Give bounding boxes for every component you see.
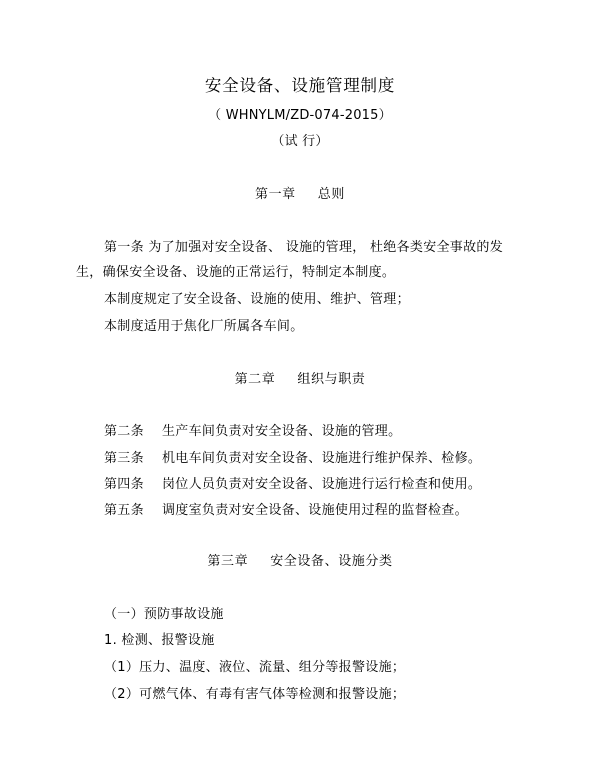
article-2-label: 第二条: [104, 424, 144, 439]
article-4-text: 岗位人员负责对安全设备、设施进行运行检查和使用。: [162, 477, 482, 492]
chapter-1-number: 第一章: [254, 187, 296, 202]
trial-label: （试 行）: [271, 134, 329, 149]
scope-paragraph-2: 本制度适用于焦化厂所属各车间。: [104, 319, 304, 334]
article-4-label: 第四条: [104, 477, 144, 492]
article-3: [104, 451, 481, 467]
article-5-label: 第五条: [104, 503, 144, 518]
chapter-2-name: 组织与职责: [297, 372, 366, 387]
chapter-3-heading: [0, 554, 600, 570]
document-title: 安全设备、设施管理制度: [204, 76, 396, 95]
section-prevention-heading: （一）预防事故设施: [104, 607, 224, 622]
article-4: [104, 477, 481, 493]
article-1-line-2: 生，确保安全设备、设施的正常运行，特制定本制度。: [76, 265, 396, 280]
scope-paragraph-1: 本制度规定了安全设备、设施的使用、维护、管理；: [104, 292, 410, 307]
article-1-line-1: 第一条 为了加强对安全设备、 设施的管理， 杜绝各类安全事故的发: [104, 240, 503, 255]
article-3-text: 机电车间负责对安全设备、设施进行维护保养、检修。: [162, 451, 482, 466]
article-5-text: 调度室负责对安全设备、设施使用过程的监督检查。: [162, 503, 468, 518]
list-item-1: （1）压力、温度、液位、流量、组分等报警设施；: [104, 660, 406, 675]
chapter-1-name: 总则: [317, 187, 345, 202]
list-item-2: （2）可燃气体、有毒有害气体等检测和报警设施；: [104, 687, 406, 702]
article-2-text: 生产车间负责对安全设备、设施的管理。: [162, 424, 402, 439]
subsection-detection-alarm: 1. 检测、报警设施: [104, 633, 215, 648]
document-code: （ WHNYLM/ZD-074-2015）: [208, 108, 392, 123]
article-3-label: 第三条: [104, 451, 144, 466]
chapter-3-number: 第三章: [207, 554, 249, 569]
article-5: [104, 503, 468, 519]
chapter-1-heading: [0, 187, 600, 203]
chapter-2-number: 第二章: [234, 372, 276, 387]
article-2: [104, 424, 401, 440]
chapter-3-name: 安全设备、设施分类: [270, 554, 393, 569]
chapter-2-heading: [0, 372, 600, 388]
